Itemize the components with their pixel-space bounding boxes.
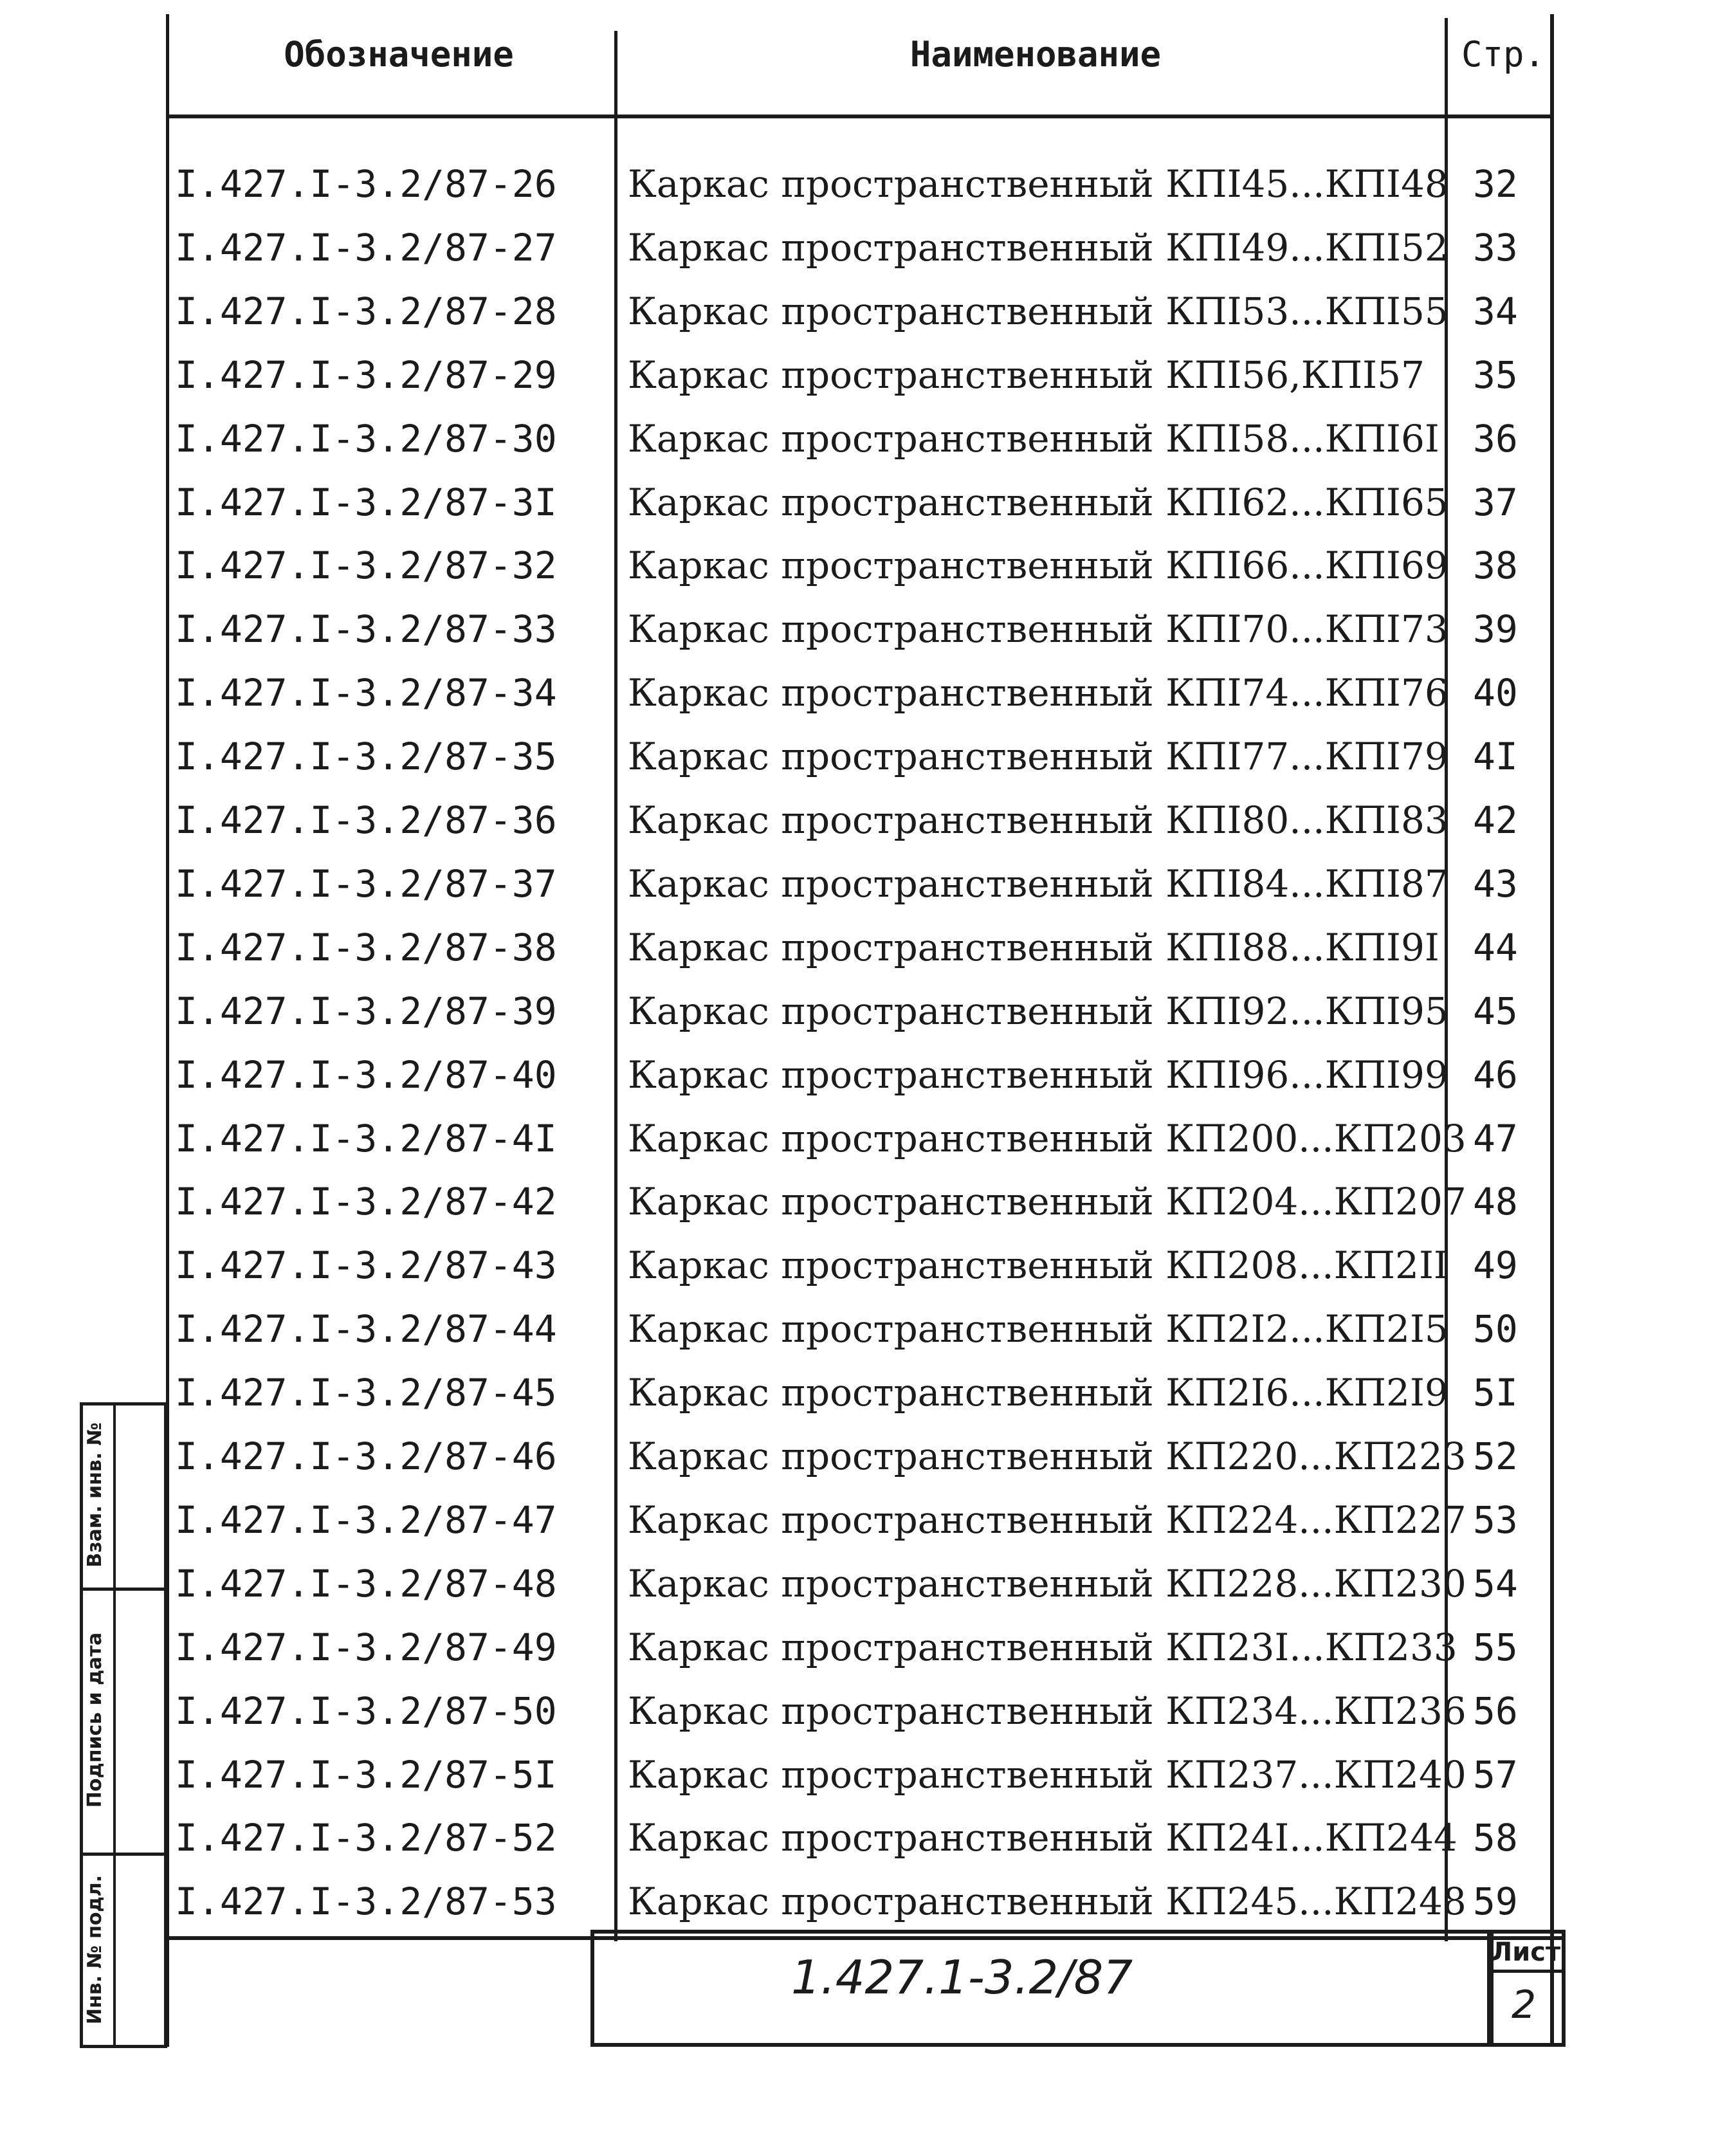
row-page: 32 [1473,162,1518,206]
table-row [0,1297,1736,1361]
row-designation: I.427.I-3.2/87-5I [175,1752,557,1797]
row-page: 57 [1473,1752,1518,1797]
row-name: Каркас пространственный КПI88...КПI9I [628,925,1439,969]
row-page: 39 [1473,607,1518,652]
row-page: 47 [1473,1116,1518,1160]
row-designation: I.427.I-3.2/87-53 [175,1880,557,1924]
row-name: Каркас пространственный КП228...КП230 [628,1561,1466,1606]
table-row [0,152,1736,216]
row-designation: I.427.I-3.2/87-29 [175,352,557,397]
table-row [0,1869,1736,1934]
row-page: 54 [1473,1561,1518,1606]
row-page: 36 [1473,416,1518,461]
row-page: 53 [1473,1497,1518,1542]
table-row [0,343,1736,407]
row-page: 33 [1473,225,1518,270]
row-page: 45 [1473,989,1518,1033]
row-designation: I.427.I-3.2/87-52 [175,1816,557,1860]
row-designation: I.427.I-3.2/87-42 [175,1180,557,1224]
row-designation: I.427.I-3.2/87-38 [175,925,557,969]
row-page: 58 [1473,1816,1518,1860]
table-row [0,1743,1736,1807]
row-designation: I.427.I-3.2/87-27 [175,225,557,270]
row-designation: I.427.I-3.2/87-36 [175,798,557,842]
table-row [0,852,1736,916]
row-name: Каркас пространственный КП237...КП240 [628,1752,1466,1797]
row-page: 4I [1473,735,1518,779]
row-designation: I.427.I-3.2/87-47 [175,1497,557,1542]
header-bottom-line [166,114,1554,118]
table-row [0,1679,1736,1743]
row-name: Каркас пространственный КПI56,КПI57 [628,352,1425,397]
row-name: Каркас пространственный КП2I2...КП2I5 [628,1307,1448,1351]
row-name: Каркас пространственный КП245...КП248 [628,1880,1466,1924]
row-designation: I.427.I-3.2/87-35 [175,735,557,779]
row-designation: I.427.I-3.2/87-32 [175,544,557,588]
row-name: Каркас пространственный КП234...КП236 [628,1689,1466,1733]
row-page: 56 [1473,1689,1518,1733]
row-name: Каркас пространственный КПI92...КПI95 [628,989,1448,1033]
table-row [0,470,1736,535]
row-page: 55 [1473,1625,1518,1669]
row-name: Каркас пространственный КПI77...КПI79 [628,735,1448,779]
side-stamp-divider-2 [80,1853,167,1856]
row-name: Каркас пространственный КПI53...КПI55 [628,289,1448,333]
row-designation: I.427.I-3.2/87-50 [175,1689,557,1733]
row-page: 40 [1473,671,1518,715]
table-row [0,1424,1736,1488]
side-stamp-inv-original: Инв. № подл. [84,1874,106,2025]
row-designation: I.427.I-3.2/87-33 [175,607,557,652]
row-designation: I.427.I-3.2/87-49 [175,1625,557,1669]
row-designation: I.427.I-3.2/87-48 [175,1561,557,1606]
table-row [0,661,1736,725]
row-page: 34 [1473,289,1518,333]
table-row [0,915,1736,980]
row-designation: I.427.I-3.2/87-34 [175,671,557,715]
row-name: Каркас пространственный КПI49...КПI52 [628,225,1448,270]
sheet-cell-divider [1487,1970,1566,1973]
row-designation: I.427.I-3.2/87-26 [175,162,557,206]
table-row [0,1360,1736,1425]
row-page: 52 [1473,1434,1518,1478]
side-stamp-signature-date: Подпись и дата [84,1632,106,1808]
table-row [0,1488,1736,1552]
row-page: 48 [1473,1180,1518,1224]
row-designation: I.427.I-3.2/87-3I [175,480,557,524]
row-page: 44 [1473,925,1518,969]
row-page: 42 [1473,798,1518,842]
row-page: 59 [1473,1880,1518,1924]
row-designation: I.427.I-3.2/87-44 [175,1307,557,1351]
row-page: 46 [1473,1052,1518,1097]
row-name: Каркас пространственный КП2I6...КП2I9 [628,1371,1448,1415]
table-row [0,1233,1736,1297]
table-row [0,979,1736,1043]
row-name: Каркас пространственный КП224...КП227 [628,1497,1466,1542]
row-name: Каркас пространственный КПI84...КПI87 [628,861,1448,906]
table-row [0,1552,1736,1616]
row-designation: I.427.I-3.2/87-37 [175,861,557,906]
row-name: Каркас пространственный КП200...КП203 [628,1116,1466,1160]
row-name: Каркас пространственный КП220...КП223 [628,1434,1466,1478]
row-designation: I.427.I-3.2/87-45 [175,1371,557,1415]
row-page: 5I [1473,1371,1518,1415]
row-name: Каркас пространственный КП204...КП207 [628,1180,1466,1224]
row-designation: I.427.I-3.2/87-46 [175,1434,557,1478]
row-page: 37 [1473,480,1518,524]
side-stamp-replaced-inv: Взам. инв. № [84,1422,106,1568]
row-name: Каркас пространственный КПI74...КПI76 [628,671,1448,715]
side-stamp-divider-1 [80,1588,167,1591]
table-row [0,215,1736,280]
header-name: Наименование [909,34,1162,75]
table-row [0,279,1736,343]
row-page: 49 [1473,1243,1518,1288]
row-page: 50 [1473,1307,1518,1351]
table-row [0,407,1736,471]
row-name: Каркас пространственный КПI80...КПI83 [628,798,1448,842]
table-row [0,1106,1736,1171]
row-name: Каркас пространственный КПI66...КПI69 [628,544,1448,588]
row-name: Каркас пространственный КП208...КП2II [628,1243,1448,1288]
table-row [0,533,1736,598]
row-designation: I.427.I-3.2/87-43 [175,1243,557,1288]
row-page: 35 [1473,352,1518,397]
sheet-number: 2 [1512,1982,1537,2028]
table-row [0,1043,1736,1107]
document-code: 1.427.1-3.2/87 [791,1950,1133,2004]
side-stamp-inner-line [113,1402,116,2048]
table-row [0,1169,1736,1234]
row-name: Каркас пространственный КПI96...КПI99 [628,1052,1448,1097]
row-name: Каркас пространственный КПI62...КПI65 [628,480,1448,524]
table-row [0,724,1736,789]
row-name: Каркас пространственный КП23I...КП233 [628,1625,1457,1669]
row-page: 43 [1473,861,1518,906]
sheet-label: Лист [1491,1937,1561,1967]
table-row [0,597,1736,661]
row-designation: I.427.I-3.2/87-30 [175,416,557,461]
row-name: Каркас пространственный КПI45...КПI48 [628,162,1448,206]
row-name: Каркас пространственный КП24I...КП244 [628,1816,1457,1860]
header-page: Стр. [1461,34,1546,75]
row-name: Каркас пространственный КПI58...КПI6I [628,416,1439,461]
row-designation: I.427.I-3.2/87-40 [175,1052,557,1097]
row-designation: I.427.I-3.2/87-28 [175,289,557,333]
table-row [0,1615,1736,1680]
row-name: Каркас пространственный КПI70...КПI73 [628,607,1448,652]
table-row [0,1806,1736,1870]
row-designation: I.427.I-3.2/87-4I [175,1116,557,1160]
row-designation: I.427.I-3.2/87-39 [175,989,557,1033]
table-row [0,788,1736,852]
row-page: 38 [1473,544,1518,588]
header-designation: Обозначение [284,34,514,75]
